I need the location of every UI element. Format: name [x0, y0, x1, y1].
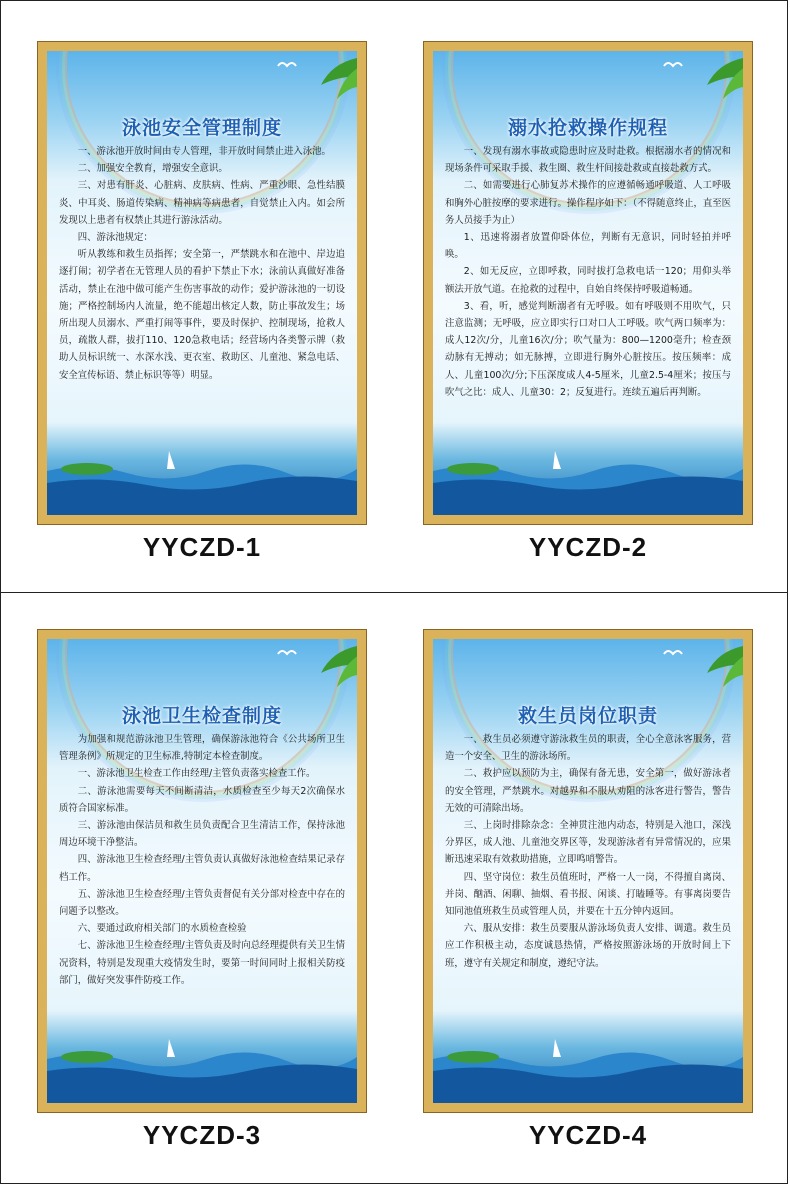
seagull-icon [277, 647, 297, 661]
poster-title: 溺水抢救操作规程 [507, 117, 668, 139]
poster-body [59, 143, 345, 384]
poster-code-label: YYCZD-4 [528, 1120, 648, 1150]
paragraph: 四、坚守岗位：救生员值班时，严格一人一岗，不得擅自离岗、并岗、酗酒、闲聊、抽烟、看书报、闲谈、打瞌睡等。有事离岗要告知同池值班救生员或管理人员，并要在十五分钟内返回。 [445, 871, 731, 918]
water-wave-decoration [433, 1039, 743, 1103]
poster-code-label: YYCZD-3 [142, 1120, 262, 1150]
poster-code-label: YYCZD-1 [142, 532, 262, 562]
water-wave-decoration [433, 451, 743, 515]
paragraph: 四、游泳池规定： [77, 232, 153, 244]
paragraph: 1、迅速将溺者放置仰卧体位，判断有无意识，同时轻拍并呼唤。 [445, 232, 731, 261]
paragraph: 一、发现有溺水事故或隐患时应及时赴救。根据溺水者的情况和现场条件可采取手援、救生圈、救生杆间接赴救或直接赴救方式。 [445, 146, 731, 175]
paragraph: 一、游泳池开放时间由专人管理，非开放时间禁止进入泳池。 [77, 146, 331, 157]
paragraph: 为加强和规范游泳池卫生管理，确保游泳池符合《公共场所卫生管理条例》所规定的卫生标准,特制定本检查制度。 [59, 734, 345, 763]
paragraph: 六、服从安排：救生员要服从游泳场负责人安排、调遣。救生员应工作积极主动，态度诚恳热情，严格按照游泳场的开放时间上下班，遵守有关规定和制度，遵纪守法。 [445, 923, 731, 969]
poster-3 [38, 630, 366, 1112]
seagull-icon [663, 647, 683, 661]
paragraph: 七、游泳池卫生检查经理/主管负责及时向总经理提供有关卫生情况资料，特别是发现重大疫情发生时，要第一时间同时上报相关防疫部门，做好突发事件防疫工作。 [59, 940, 345, 986]
paragraph: 2、如无反应，立即呼救，同时拔打急救电话一120；用仰头举额法开放气道。在抢救的过程中，自始自终保持呼吸道畅通。 [445, 266, 731, 295]
poster-title: 救生员岗位职责 [517, 705, 658, 727]
palm-leaf-icon [313, 55, 357, 99]
seagull-icon [277, 59, 297, 73]
paragraph: 二、救护应以预防为主，确保有备无患，安全第一，做好游泳者的安全管理，严禁跳水。对越界和不服从劝阻的泳客进行警告，警告无效的可清除出场。 [445, 768, 731, 814]
palm-leaf-icon [699, 55, 743, 99]
paragraph: 三、对患有肝炎、心脏病、皮肤病、性病、严重沙眼、急性结膜炎、中耳炎、肠道传染病、精神病等病患者，自觉禁止入内。如会所发现以上患者有权禁止其进行游泳活动。 [59, 180, 345, 226]
paragraph: 三、上岗时排除杂念：全神贯注池内动态，特别是入池口，深浅分界区，成人池、儿童池交界区等，发现游泳者有异常情况的，应果断迅速采取有效救助措施，立即鸣哨警告。 [445, 820, 731, 866]
water-wave-decoration [47, 1039, 357, 1103]
poster-4 [424, 630, 752, 1112]
poster-title: 泳池安全管理制度 [121, 117, 282, 139]
seagull-icon [663, 59, 683, 73]
paragraph: 二、游泳池需要每天不间断清洁，水质检查至少每天2次确保水质符合国家标准。 [59, 785, 345, 814]
paragraph: 一、游泳池卫生检查工作由经理/主管负责落实检查工作。 [77, 768, 316, 780]
paragraph: 听从教练和救生员指挥；安全第一，严禁跳水和在池中、岸边追逐打闹；初学者在无管理人员的看护下禁止下水；泳前认真做好准备活动，禁止在池中做可能产生伤害事故的动作；爱护游泳池的一切设施；严格控制场内人流量，绝不能超出核定人数，防止事故发生；场所出现人员溺水、严重打闹等事件，要及时保护、控制现场，抢救人员，疏散人群，拔打110、120急救电话；经营场内各类警示牌（救助人员标识统一、水深水浅、更衣室、救助区、儿童池、紧急电话、安全宣传标语、禁止标识等等）明显。 [59, 249, 345, 381]
poster-title: 泳池卫生检查制度 [121, 705, 282, 727]
palm-leaf-icon [313, 643, 357, 687]
poster-body [445, 731, 731, 972]
palm-leaf-icon [699, 643, 743, 687]
paragraph: 一、救生员必须遵守游泳救生员的职责，全心全意泳客服务，营造一个安全、卫生的游泳场所。 [445, 734, 731, 763]
paragraph: 3、看，听，感觉判断溺者有无呼吸。如有呼吸则不用吹气，只注意监测；无呼吸，应立即实行口对口人工呼吸。吹气两口频率为：成人12次/分，儿童16次/分；吹气量为：800—1200毫升；检查颈动脉有无搏动；如无脉搏，立即进行胸外心脏按压。按压频率：成人、儿童100次/分;下压深度成人4-5厘米，儿童2.5-4厘米；按压与吹气之比：成人、儿童30：2；反复进行。连续五遍后再判断。 [445, 300, 731, 398]
water-wave-decoration [47, 451, 357, 515]
paragraph: 二、加强安全教育，增强安全意识。 [77, 163, 228, 175]
paragraph: 四、游泳池卫生检查经理/主管负责认真做好泳池检查结果记录存档工作。 [59, 854, 345, 883]
paragraph: 二、如需要进行心肺复苏术操作的应遵循畅通呼吸道、人工呼吸和胸外心脏按摩的要求进行。操作程序如下：（不得随意终止，直至医务人员接手为止） [445, 180, 731, 226]
paragraph: 五、游泳池卫生检查经理/主管负责督促有关分部对检查中存在的问题予以整改。 [59, 888, 345, 918]
poster-code-label: YYCZD-2 [528, 532, 648, 562]
poster-1 [38, 42, 366, 524]
poster-2 [424, 42, 752, 524]
poster-body [445, 143, 731, 401]
poster-body [59, 731, 345, 989]
paragraph: 三、游泳池由保洁员和救生员负责配合卫生清洁工作，保持泳池周边环境干净整洁。 [59, 820, 345, 849]
paragraph: 六、要通过政府相关部门的水质检查检验 [77, 923, 247, 935]
